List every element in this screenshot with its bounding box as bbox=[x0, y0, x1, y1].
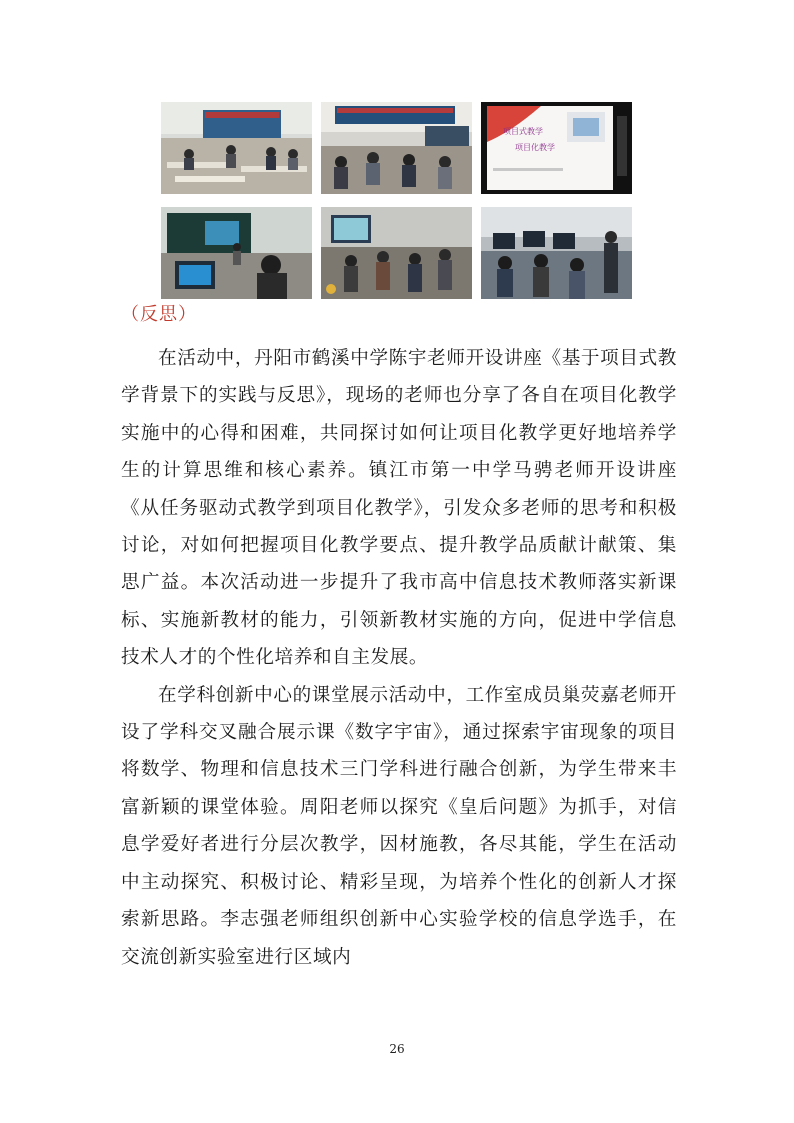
photo-slide bbox=[481, 102, 632, 194]
paragraph: 在学科创新中心的课堂展示活动中，工作室成员巢荧嘉老师开设了学科交叉融合展示课《数字宇宙》，通过探索宇宙现象的项目将数学、物理和信息技术三门学科进行融合创新，为学生带来丰富新颖的课堂体验。周阳老师以探究《皇后问题》为抓手，对信息学爱好者进行分层次教学，因材施教，各尽其能，学生在活动中主动探究、积极讨论、精彩呈现，为培养个性化的创新人才探索新思路。李志强老师组织创新中心实验学校的信息学选手，在交流创新实验室进行区域内 bbox=[121, 684, 677, 968]
photo-discussion bbox=[321, 207, 472, 299]
paragraph: 在活动中，丹阳市鹤溪中学陈宇老师开设讲座《基于项目式教学背景下的实践与反思》，现场的老师也分享了各自在项目化教学实施中的心得和困难，共同探讨如何让项目化教学更好地培养学生的计算思维和核心素养。镇江市第一中学马骋老师开设讲座《从任务驱动式教学到项目化教学》，引发众多老师的思考和积极讨论，对如何把握项目化教学要点、提升教学品质献计献策、集思广益。本次活动进一步提升了我市高中信息技术教师落实新课标、实施新教材的能力，引领新教材实施的方向，促进中学信息技术人才的个性化培养和自主发展。 bbox=[121, 348, 677, 669]
photo-caption: （反思） bbox=[121, 304, 197, 325]
slide-title-line-2: 项目化教学 bbox=[515, 143, 555, 152]
photo-lecture-screen bbox=[321, 102, 472, 194]
photo-computer-lab bbox=[161, 207, 312, 299]
photo-students-lab bbox=[481, 207, 632, 299]
slide-title-line-1: 项目式教学 bbox=[503, 127, 543, 136]
photo-lecture-hall bbox=[161, 102, 312, 194]
body-text bbox=[121, 340, 677, 976]
page-number: 26 bbox=[389, 1042, 405, 1056]
